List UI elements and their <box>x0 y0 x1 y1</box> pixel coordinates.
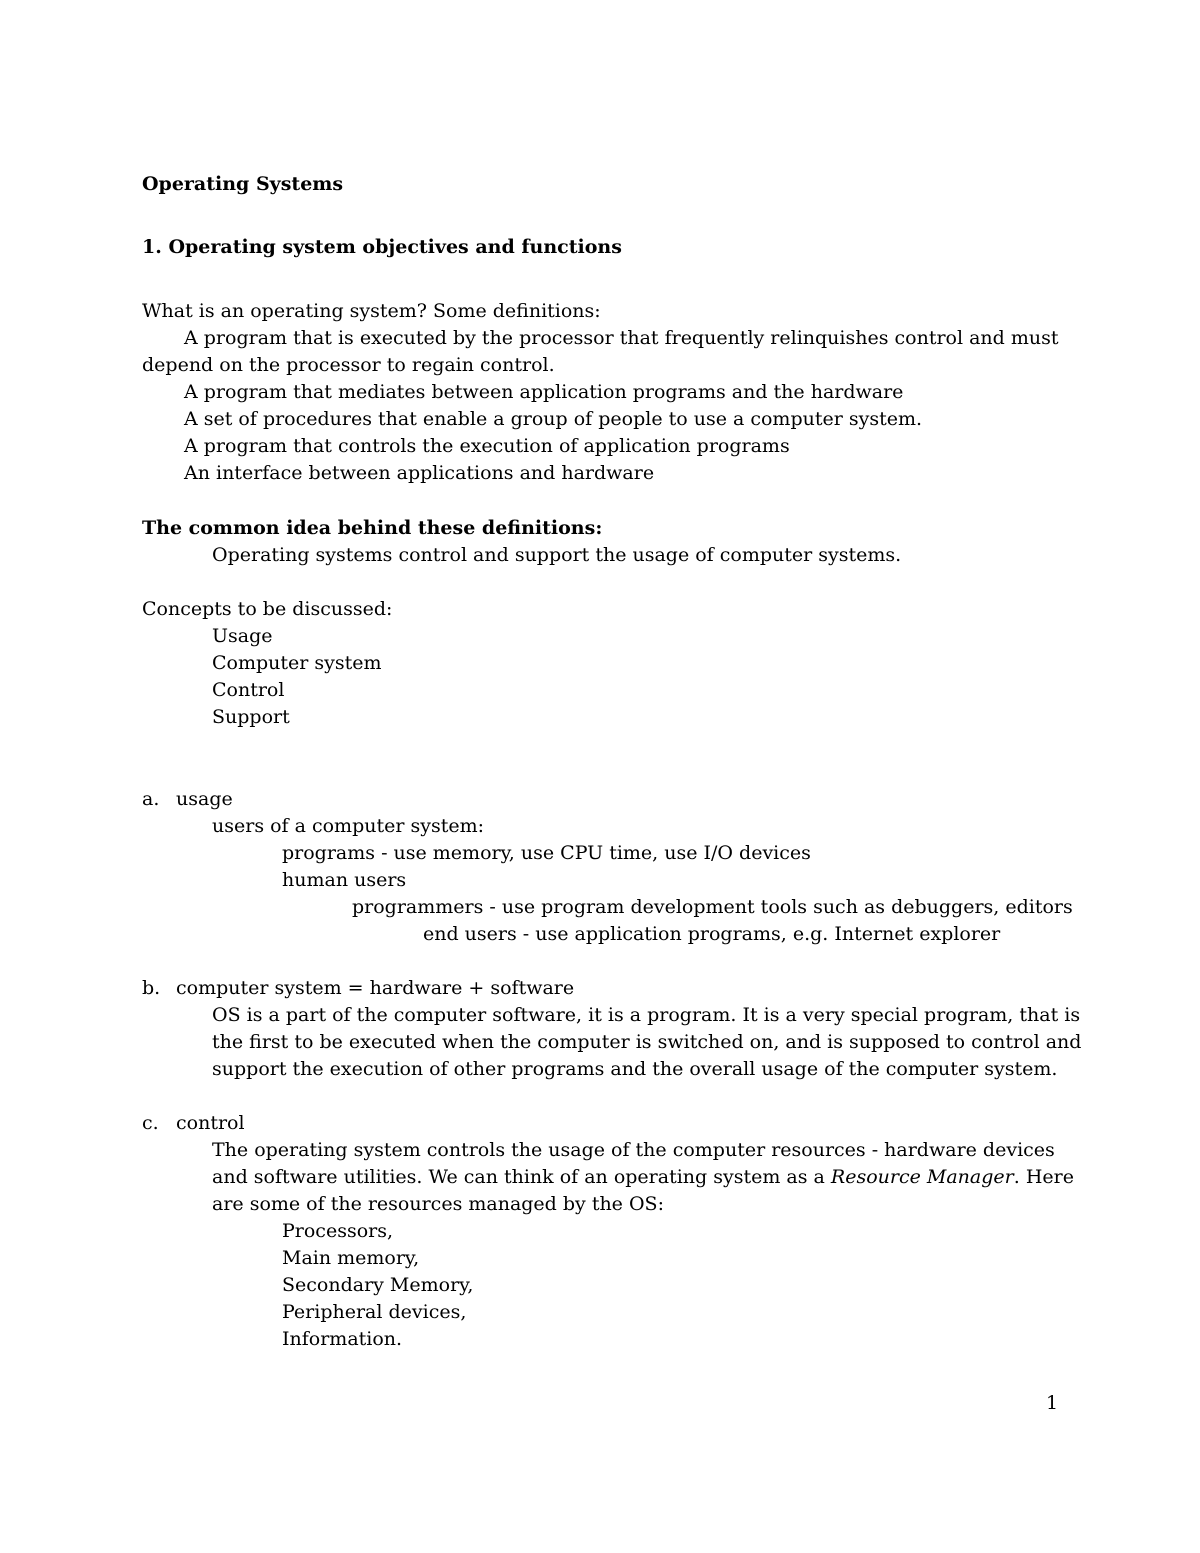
common-idea-heading: The common idea behind these definitions: <box>142 517 603 539</box>
resource-item: Peripheral devices, <box>282 1301 467 1323</box>
item-a-title: usage <box>176 788 233 810</box>
item-b-title: computer system = hardware + software <box>176 977 575 999</box>
item-b-line: OS is a part of the computer software, it is a program. It is a very special program, that is <box>212 1004 1081 1026</box>
concept-item: Control <box>212 679 285 701</box>
definitions-intro: What is an operating system? Some definitions: <box>142 300 601 322</box>
definition-3: A set of procedures that enable a group of people to use a computer system. <box>184 408 923 430</box>
list-marker-c: c. <box>142 1112 159 1134</box>
item-c-line: are some of the resources managed by the OS: <box>212 1193 664 1215</box>
item-c-line-text: and software utilities. We can think of an operating system as a <box>212 1166 831 1188</box>
resource-item: Main memory, <box>282 1247 420 1269</box>
item-c-line-text: . Here <box>1013 1166 1074 1188</box>
definition-1-line-1: A program that is executed by the processor that frequently relinquishes control and must <box>184 327 1059 349</box>
definition-4: A program that controls the execution of application programs <box>184 435 790 457</box>
definition-5: An interface between applications and hardware <box>184 462 655 484</box>
page-number: 1 <box>1046 1392 1059 1414</box>
concepts-intro: Concepts to be discussed: <box>142 598 393 620</box>
concept-item: Support <box>212 706 290 728</box>
item-a-line: users of a computer system: <box>212 815 485 837</box>
item-b-line: support the execution of other programs and the overall usage of the computer system. <box>212 1058 1058 1080</box>
section-heading: 1. Operating system objectives and functions <box>142 236 622 258</box>
item-a-line: programmers - use program development tools such as debuggers, editors <box>352 896 1073 918</box>
common-idea-text: Operating systems control and support the usage of computer systems. <box>212 544 902 566</box>
resource-item: Information. <box>282 1328 403 1350</box>
item-c-title: control <box>176 1112 245 1134</box>
resource-manager-emphasis: Resource Manager <box>830 1166 1014 1188</box>
item-c-line: The operating system controls the usage of the computer resources - hardware devices <box>212 1139 1055 1161</box>
item-b-line: the first to be executed when the computer is switched on, and is supposed to control and <box>212 1031 1082 1053</box>
definition-1-line-2: depend on the processor to regain control. <box>142 354 555 376</box>
list-marker-a: a. <box>142 788 160 810</box>
concept-item: Usage <box>212 625 273 647</box>
document-title: Operating Systems <box>142 173 344 195</box>
item-c-line <box>212 1164 1074 1191</box>
item-a-line: end users - use application programs, e.g. Internet explorer <box>423 923 1001 945</box>
resource-item: Processors, <box>282 1220 394 1242</box>
item-a-line: human users <box>282 869 407 891</box>
concept-item: Computer system <box>212 652 382 674</box>
resource-item: Secondary Memory, <box>282 1274 474 1296</box>
list-marker-b: b. <box>142 977 161 999</box>
definition-2: A program that mediates between application programs and the hardware <box>184 381 904 403</box>
item-a-line: programs - use memory, use CPU time, use I/O devices <box>282 842 811 864</box>
